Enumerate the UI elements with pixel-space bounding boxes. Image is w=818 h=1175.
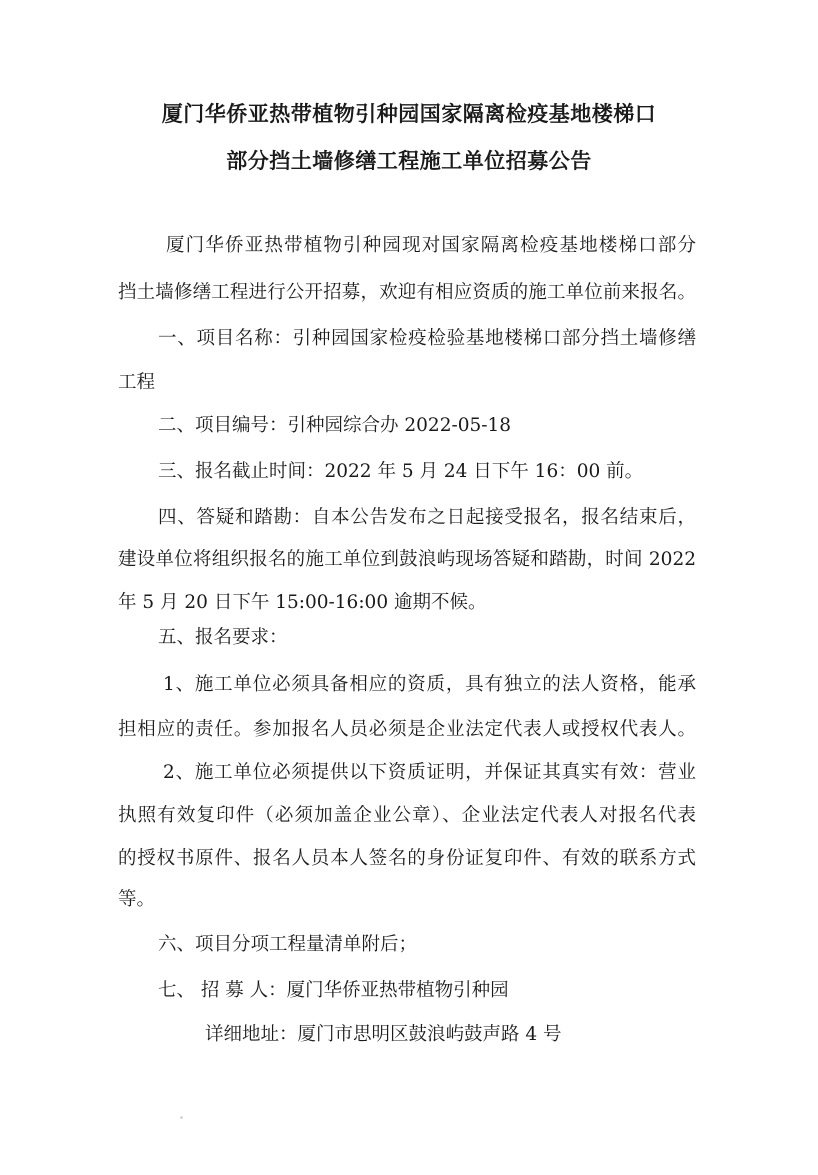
req2-line-2: 执照有效复印件（必须加盖企业公章）、企业法定代表人对报名代表	[118, 805, 696, 826]
item6-attachment-note: 六、项目分项工程量清单附后；	[158, 934, 418, 955]
item4-line-2: 建设单位将组织报名的施工单位到鼓浪屿现场答疑和踏勘，时间 2022	[118, 549, 696, 570]
item1-line-1: 一、项目名称：引种园国家检疫检验基地楼梯口部分挡土墙修缮	[158, 328, 696, 349]
item3-deadline: 三、报名截止时间：2022 年 5 月 24 日下午 16：00 前。	[158, 461, 644, 482]
req1-line-2: 担相应的责任。参加报名人员必须是企业法定代表人或授权代表人。	[118, 719, 696, 740]
item2-project-number: 二、项目编号：引种园综合办 2022-05-18	[158, 415, 512, 436]
address-value: 厦门市思明区鼓浪屿鼓声路 4 号	[297, 1024, 562, 1045]
item7-recruiter	[158, 978, 509, 1004]
req2-line-1: 2、施工单位必须提供以下资质证明，并保证其真实有效：营业	[163, 762, 696, 783]
title-line-2: 部分挡土墙修缮工程施工单位招募公告	[226, 149, 592, 173]
req2-line-4: 等。	[118, 889, 156, 910]
item1-line-2: 工程	[118, 372, 156, 393]
req1-line-1: 1、施工单位必须具备相应的资质，具有独立的法人资格，能承	[163, 674, 696, 695]
item5-heading: 五、报名要求：	[158, 627, 288, 648]
recruiter-label: 七、 招 募 人：	[158, 980, 287, 1001]
intro-line-2: 挡土墙修缮工程进行公开招募，欢迎有相应资质的施工单位前来报名。	[118, 282, 696, 303]
item4-line-1: 四、答疑和踏勘：自本公告发布之日起接受报名，报名结束后，	[158, 507, 696, 528]
recruiter-value: 厦门华侨亚热带植物引种园	[286, 980, 509, 1001]
item4-line-3: 年 5 月 20 日下午 15:00-16:00 逾期不候。	[118, 592, 487, 613]
address-label: 详细地址：	[205, 1024, 298, 1045]
scan-speck	[180, 1116, 183, 1119]
address-line	[205, 1022, 562, 1048]
intro-line-1: 厦门华侨亚热带植物引种园现对国家隔离检疫基地楼梯口部分	[166, 235, 696, 256]
title-line-1: 厦门华侨亚热带植物引种园国家隔离检疫基地楼梯口	[161, 102, 657, 126]
req2-line-3: 的授权书原件、报名人员本人签名的身份证复印件、有效的联系方式	[118, 848, 696, 869]
